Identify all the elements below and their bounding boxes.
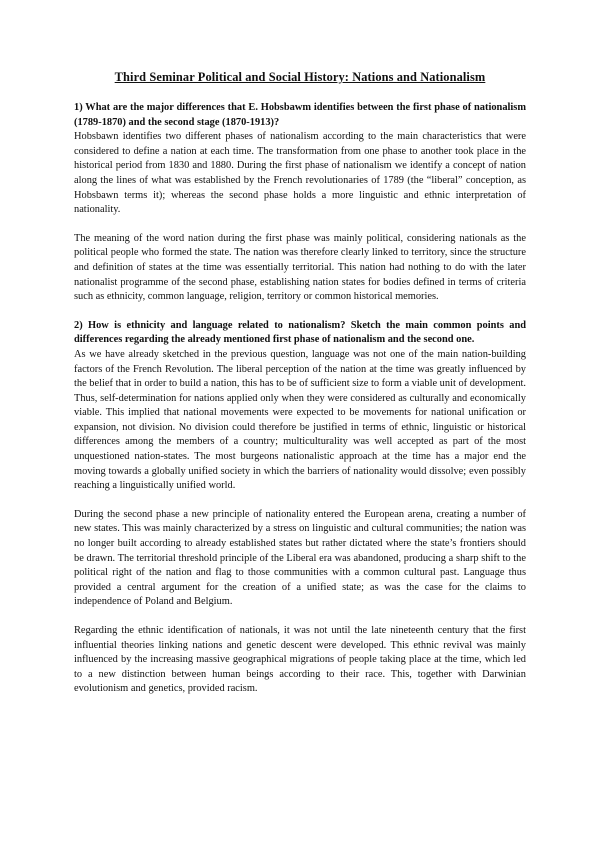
paragraph: Hobsbawn identifies two different phases of nationalism according to the main characteristics that were considered to define a nation at each time. The transformation from one phase to another took place in the historical period from 1830 and 1880. During the first phase of nationalism we identify a concept of nation along the lines of what was established by the French revolutionaries of 1789 (the “liberal” conception, as Hobsbawn terms it); whereas the second phase holds a more linguistic and ethnic interpretation of nationality.	[74, 131, 526, 216]
paragraph: Regarding the ethnic identification of nationals, it was not until the late nineteenth century that the first influential theories linking nations and genetic descent were developed. This ethnic revival was mainly influenced by the increasing massive geographical migrations of people taking place at the time, which led to a new distinction between human beings according to their race. This, together with Darwinian evolutionism and genetics, provided racism.	[74, 625, 526, 695]
paragraph: During the second phase a new principle of nationality entered the European arena, creating a number of new states. This was mainly characterized by a stress on linguistic and cultural communities; the nation was no longer built according to already established states but rather dictated where the state’s frontiers should be drawn. The territorial threshold principle of the Liberal era was abandoned, producing a sharp shift to the political right of the nation and flag to those communities with a common cultural past. Language thus provided a central argument for the creation of a unified state; as was the case for the claims to independence of Poland and Belgium.	[74, 508, 526, 608]
section-1	[74, 101, 526, 305]
question-2: 2) How is ethnicity and language related to nationalism? Sketch the main common points and differences regarding the already mentioned first phase of nationalism and the second one.	[74, 319, 526, 346]
paragraph: As we have already sketched in the previous question, language was not one of the main nation-building factors of the French Revolution. The liberal perception of the nation at the time was greatly influenced by the belief that in order to build a nation, this has to be of sufficient size to form a viable unit of development. Thus, self-determination for nations applied only when they were considered as culturally and economically viable. This implied that national movements were expected to be movements for national unification or expansion, not division. No division could therefore be justified in terms of ethnic, linguistic or historical differences among the members of a country; multiculturality was well accepted as part of the most unquestioned nation-states. The most burgeons nationalistic approach at the time has a major end the moving towards a globally unified society in which the barriers of nationality would dissolve; even possibly reaching a linguistically unified world.	[74, 348, 526, 492]
question-1: 1) What are the major differences that E. Hobsbawm identifies between the first phase of nationalism (1789-1870) and the second stage (1870-1913)?	[74, 102, 526, 128]
document-title: Third Seminar Political and Social History: Nations and Nationalism	[114, 70, 486, 84]
document-page	[74, 70, 526, 697]
section-2	[74, 319, 526, 697]
paragraph: The meaning of the word nation during the first phase was mainly political, considering nationals as the political people who formed the state. The nation was therefore clearly linked to territory, since the structure and definition of states at the time was essentially territorial. This nation had nothing to do with the later nationalist programme of the second phase, establishing nation states for bodies defined in terms of criteria such as ethnicity, common language, religion, territory or common historical memories.	[74, 232, 526, 303]
